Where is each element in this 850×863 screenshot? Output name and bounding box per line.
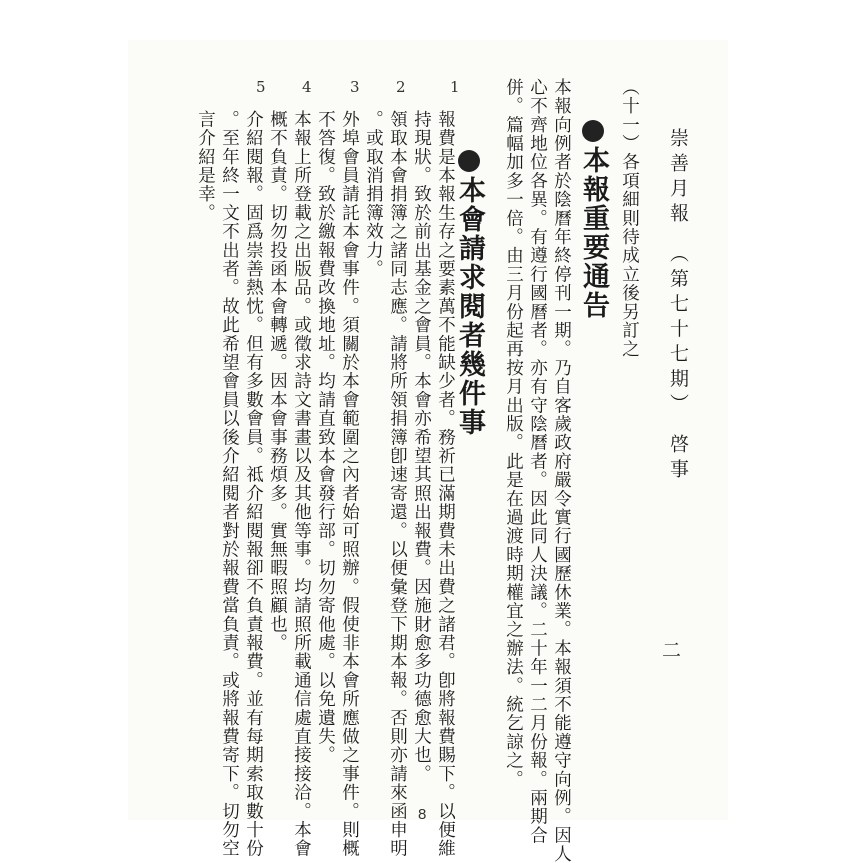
issue-number: （第七十七期）	[667, 253, 689, 409]
item-number: 2	[396, 78, 406, 96]
journal-title: 崇善月報	[667, 128, 689, 228]
request-line: 。至年終一文不出者。故此希望會員以後介紹閱者對於報費當負責。或將報費寄下。切勿空	[219, 110, 240, 858]
item-number: 4	[302, 78, 312, 96]
notice-line: 心不齊地位各異。有遵行國曆者。亦有守陰曆者。因此同人決議。二十年一二月份報。兩期合	[527, 78, 548, 845]
request-line: 外埠會員請託本會事件。須關於本會範圍之內者始可照辦。假使非本會所應做之事件。則概	[339, 110, 360, 858]
bullet-mark-icon	[582, 120, 604, 142]
bullet-mark-icon	[458, 150, 480, 172]
running-header	[668, 128, 687, 484]
article-clause-11: （十一）各項細則待成立後另訂之	[619, 78, 640, 359]
requests-title: 本會請求閱者幾件事	[456, 150, 483, 437]
page-number: 8	[418, 806, 427, 823]
request-line: 。或取消捐簿效力。	[363, 110, 384, 279]
request-line: 持現狀。致於前出基金之會員。本會亦希望其照出報費。因施財愈多功德愈大也。	[411, 110, 432, 784]
request-line: 報費是本報生存之要素萬不能缺少者。務祈已滿期費未出費之諸君。卽將報費賜下。以便維	[435, 110, 456, 858]
notice-title: 本報重要通告	[580, 120, 607, 320]
request-line: 言介紹是幸。	[195, 110, 216, 223]
section-label: 啓事	[667, 434, 689, 484]
item-number: 5	[256, 78, 266, 96]
notice-line: 本報向例者於陰曆年終停刊一期。乃自客歲政府嚴令實行國歷休業。本報須不能遵守向例。因人	[551, 78, 572, 863]
item-number: 1	[450, 78, 460, 96]
request-line: 領取本會捐簿之諸同志應。請將所領捐簿卽速寄還。以便彙登下期本報。否則亦請來函申明	[387, 110, 408, 858]
request-line: 概不負責。切勿投函本會轉遞。因本會事務煩多。實無暇照顧也。	[267, 110, 288, 653]
request-line: 不答復。致於繳報費改換地址。均請直致本會發行部。切勿寄他處。以免遺失。	[315, 110, 336, 765]
notice-line: 併。篇幅加多一倍。由三月份起再按月出版。此是在過渡時期權宜之辦法。統乞諒之。	[503, 78, 524, 789]
request-line: 介紹閱報。固爲崇善熱忱。但有多數會員。祗介紹閱報卻不負責報費。並有每期索取數十份	[243, 110, 264, 858]
item-number: 3	[350, 78, 360, 96]
page-number-cn: 二	[659, 640, 681, 665]
request-line: 本報上所登載之出版品。或徵求詩文書畫以及其他等事。均請照所載通信處直接接洽。本會	[291, 110, 312, 858]
